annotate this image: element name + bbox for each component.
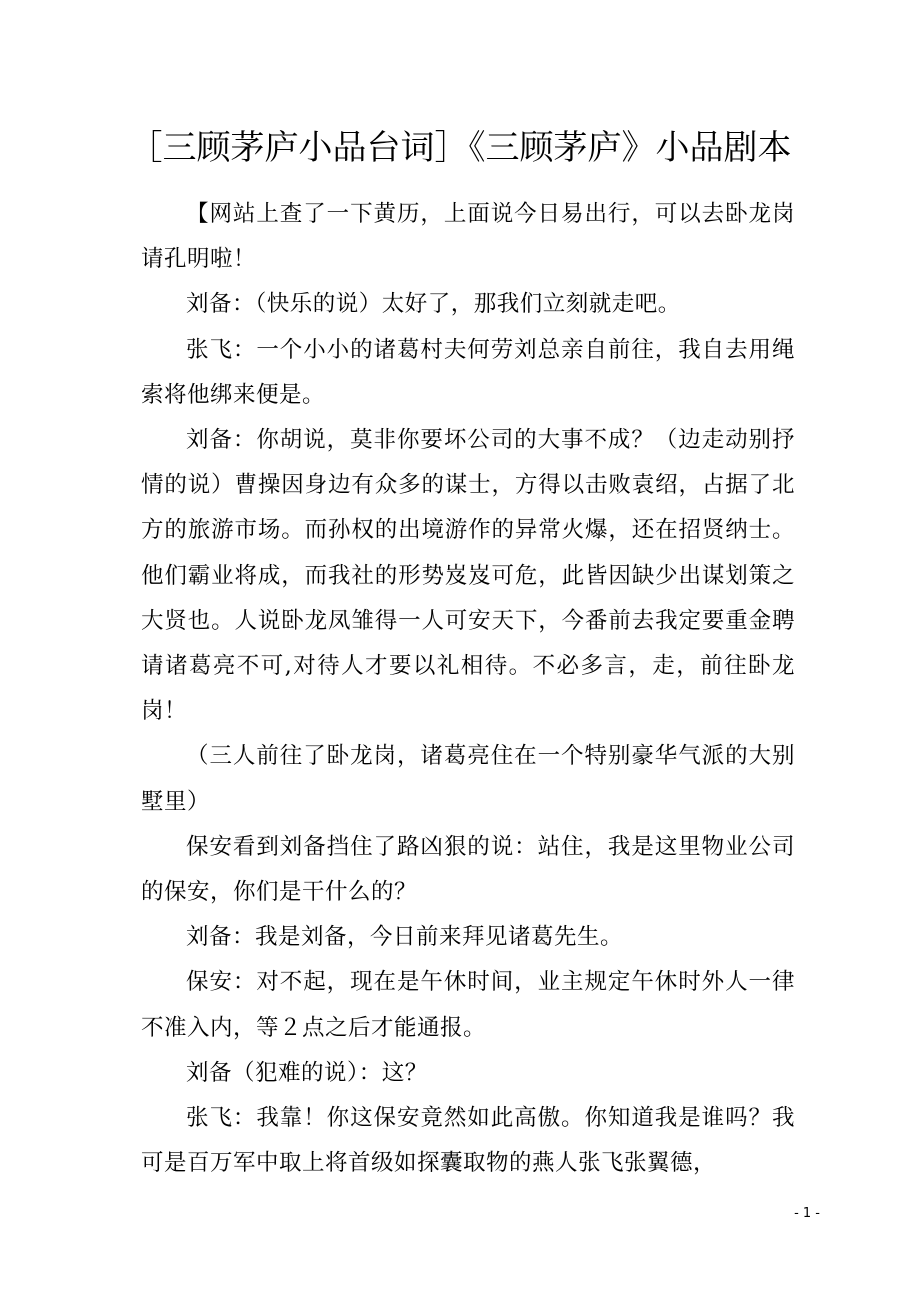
paragraph: 刘备：你胡说，莫非你要坏公司的大事不成？（边走动别抒情的说）曹操因身边有众多的谋士，方得以击败袁绍，占据了北方的旅游市场。而孙权的出境游作的异常火爆，还在招贤纳士。他们霸业将成，而我社的形势岌岌可危，此皆因缺少出谋划策之大贤也。人说卧龙凤雏得一人可安天下，今番前去我定要重金聘请诸葛亮不可,对待人才要以礼相待。不必多言，走，前往卧龙岗！ bbox=[141, 427, 795, 725]
paragraph: 张飞：一个小小的诸葛村夫何劳刘总亲自前往，我自去用绳索将他绑来便是。 bbox=[141, 336, 795, 408]
paragraph: 刘备：我是刘备，今日前来拜见诸葛先生。 bbox=[186, 924, 624, 951]
paragraph: 刘备：（快乐的说）太好了，那我们立刻就走吧。 bbox=[186, 291, 681, 318]
paragraph: （三人前往了卧龙岗，诸葛亮住在一个特别豪华气派的大别墅里） bbox=[141, 743, 795, 815]
paragraph: 【网站上查了一下黄历，上面说今日易出行，可以去卧龙岗请孔明啦！ bbox=[141, 201, 795, 273]
paragraph: 刘备（犯难的说）：这？ bbox=[186, 1059, 428, 1086]
document-body bbox=[141, 192, 795, 1186]
page-number: - 1 - bbox=[794, 1206, 820, 1221]
document-title: ［三顾茅庐小品台词］《三顾茅庐》小品剧本 bbox=[128, 128, 792, 168]
paragraph: 保安：对不起，现在是午休时间，业主规定午休时外人一律不准入内，等２点之后才能通报。 bbox=[141, 969, 795, 1041]
paragraph: 保安看到刘备挡住了路凶狠的说：站住，我是这里物业公司的保安，你们是干什么的？ bbox=[141, 833, 795, 906]
paragraph: 张飞：我靠！你这保安竟然如此高傲。你知道我是谁吗？我可是百万军中取上将首级如探囊取物的燕人张飞张翼德， bbox=[141, 1105, 795, 1177]
